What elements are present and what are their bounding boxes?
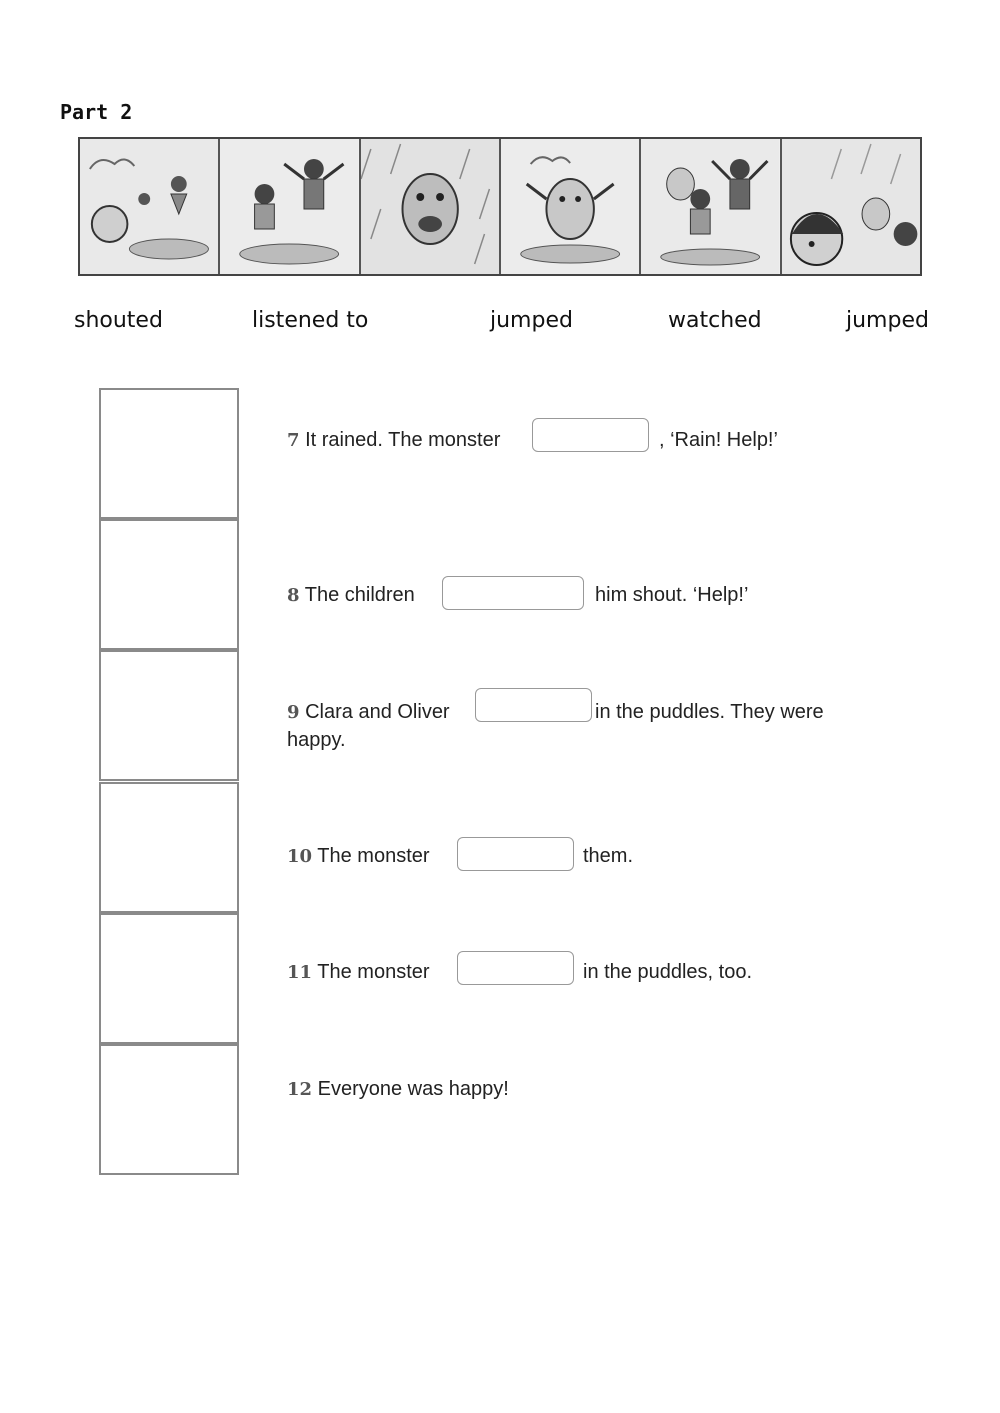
story-picture-strip — [78, 137, 922, 276]
question-text-after: him shout. ‘Help!’ — [595, 584, 749, 606]
question-12 — [287, 1075, 509, 1104]
question-text-after: , ‘Rain! Help!’ — [659, 429, 778, 451]
question-number: 8 — [287, 585, 300, 606]
children-jumping-icon — [220, 139, 358, 274]
question-text: Clara and Oliver — [305, 701, 450, 723]
story-panel-4 — [501, 139, 641, 274]
picture-drop-box-7[interactable] — [99, 388, 239, 519]
question-text-line2: happy. — [287, 729, 346, 751]
question-text-after: in the puddles, too. — [583, 961, 753, 983]
puddle-scene-icon — [80, 139, 218, 274]
question-8 — [287, 581, 415, 610]
answer-blank-8[interactable] — [442, 576, 584, 610]
story-panel-2 — [220, 139, 360, 274]
picture-drop-box-12[interactable] — [99, 1044, 239, 1175]
story-panel-1 — [80, 139, 220, 274]
question-7 — [287, 426, 500, 455]
answer-blank-9[interactable] — [475, 688, 592, 722]
question-text: Everyone was happy! — [317, 1078, 509, 1100]
question-number: 7 — [287, 430, 300, 451]
question-text: It rained. The monster — [305, 429, 501, 451]
picture-drop-box-9[interactable] — [99, 650, 239, 781]
question-text: The children — [304, 584, 415, 606]
question-10 — [287, 842, 430, 871]
answer-blank-7[interactable] — [532, 418, 649, 452]
picture-drop-box-8[interactable] — [99, 519, 239, 650]
girl-watching-icon — [782, 139, 920, 274]
question-text-after: in the puddles. They were — [595, 701, 824, 723]
question-number: 12 — [287, 1079, 313, 1100]
answer-blank-11[interactable] — [457, 951, 574, 985]
picture-drop-box-10[interactable] — [99, 782, 239, 913]
question-text: The monster — [317, 961, 430, 983]
children-cheering-icon — [641, 139, 779, 274]
part-title: Part 2 — [60, 100, 133, 124]
question-text: The monster — [317, 845, 430, 867]
word-bank-item[interactable]: shouted — [74, 308, 163, 333]
story-panel-6 — [782, 139, 920, 274]
word-bank-item[interactable]: listened to — [252, 308, 369, 333]
story-panel-5 — [641, 139, 781, 274]
monster-puddle-icon — [501, 139, 639, 274]
monster-rain-icon — [361, 139, 499, 274]
question-11 — [287, 958, 430, 987]
question-number: 9 — [287, 702, 300, 723]
word-bank — [0, 308, 1000, 340]
question-number: 10 — [287, 846, 313, 867]
story-panel-3 — [361, 139, 501, 274]
question-9 — [287, 698, 450, 727]
question-number: 11 — [287, 962, 313, 983]
answer-blank-10[interactable] — [457, 837, 574, 871]
question-text-after: them. — [583, 845, 634, 867]
picture-drop-box-11[interactable] — [99, 913, 239, 1044]
word-bank-item[interactable]: jumped — [846, 308, 929, 333]
word-bank-item[interactable]: watched — [668, 308, 762, 333]
word-bank-item[interactable]: jumped — [490, 308, 573, 333]
